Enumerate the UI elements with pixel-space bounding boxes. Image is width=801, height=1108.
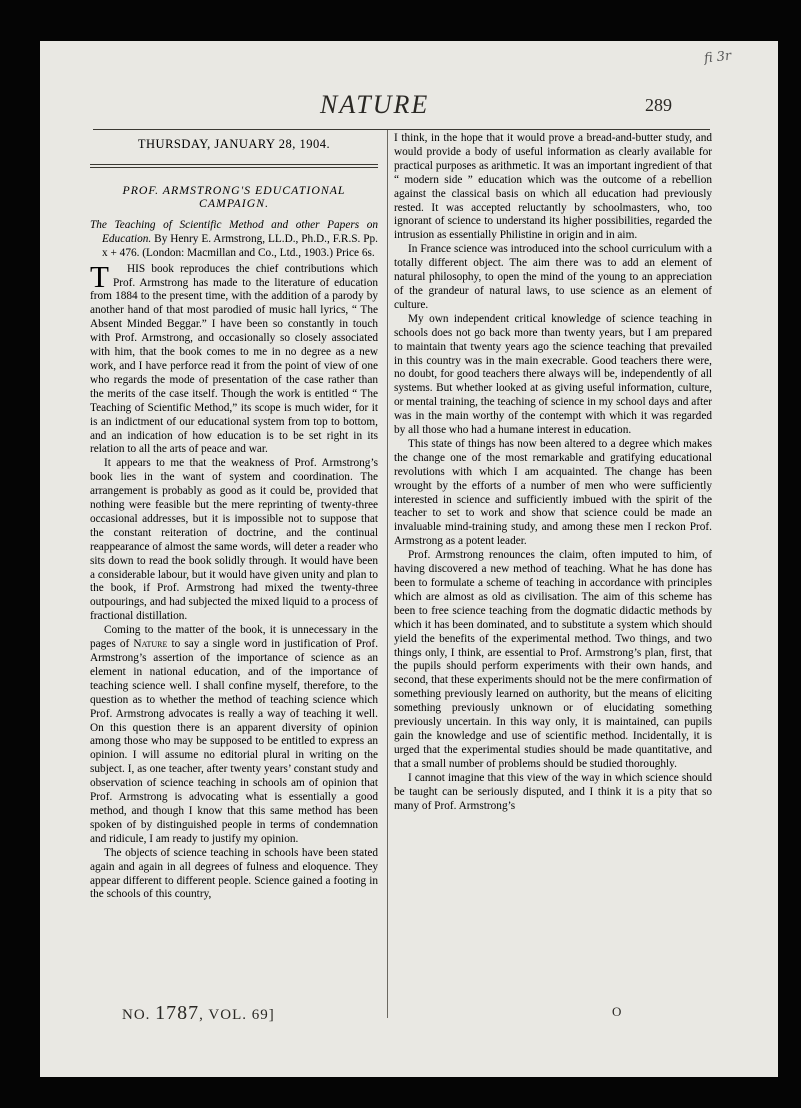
book-title: The Teaching of Scientific Method and other Papers on Education. (90, 218, 378, 245)
issue-footer: NO. 1787, VOL. 69] (122, 1002, 275, 1024)
paragraph: My own independent critical knowledge of science teaching in schools does not go back more than twenty years, but I am prepared to maintain that twenty years ago the science teaching that prevailed in this country was in the main execrable. Good teachers there were, no doubt, for good teachers there always will be, independently of all systems. But whether looked at as giving useful information, culture, or mental training, the teaching of science in my school days and after was in the main worthy of the contempt with which it was regarded by all those who had a humane interest in education. (394, 312, 712, 437)
paragraph: I think, in the hope that it would prove a bread-and-butter study, and would provide a body of useful information as clearly available for practical purposes as arithmetic. It was an important ingredient of that “ modern side ” education which was the outcome of a rebellion against the classical basis on which all education had previously rested. It was accepted reluctantly by schoolmasters, who, too ignorant of science to understand its higher possibilities, regarded the intrusion as essentially Philistine in origin and in aim. (394, 132, 712, 242)
column-divider (387, 130, 388, 1018)
handwritten-note: fi 3r (703, 48, 733, 67)
paragraph: It appears to me that the weakness of Prof. Armstrong’s book lies in the want of system and coordination. The arrangement is probably as good as it could be, provided that nothing were feasible but the mere reprinting of twenty-three occasional addresses, but it is impossible not to suppose that the constant reiteration of doctrine, and the continual reappearance of almost the same words, will deter a reader who sits down to read the book solidly through. It would have been a considerable labour, but it would have given unity and plan to the book, if Prof. Armstrong had mixed the twenty-three outpourings, and had subjected the mixed liquid to a process of fractional distillation. (90, 457, 378, 623)
book-details: By Henry E. Armstrong, LL.D., Ph.D., F.R.S. Pp. x + 476. (London: Macmillan and Co., Ltd., 1903.) Price 6s. (102, 232, 379, 259)
left-column (90, 132, 378, 902)
dateline-rule (90, 164, 378, 168)
journal-title: NATURE (320, 90, 430, 119)
paragraph: Prof. Armstrong renounces the claim, often imputed to him, of having discovered a new method of teaching. What he has done has been to formulate a scheme of teaching in accordance with principles which are almost as old as civilisation. The aim of this scheme has been to free science teaching from the dogmatic didactic methods by which it has been dominated, and to substitute a system which should yield the benefits of the experimental method. Two things, and two things only, I think, are essential to Prof. Armstrong’s plan, first, that the pupils should perform experiments with their own hands, and second, that these experiments should not be the mere confirmation of something previously learned on authority, but the means of eliciting something previously unknown or of elucidating something previously uncertain. In this way only, it is maintained, can pupils gain the knowledge and use of scientific method. Incidentally, it is urged that the experimental studies should be made quantitative, and that a small number of problems should be studied thoroughly. (394, 549, 712, 770)
article-title: PROF. ARMSTRONG'S EDUCATIONAL CAMPAIGN. (122, 182, 346, 211)
header-rule (93, 129, 710, 130)
paragraph: This state of things has now been altered to a degree which makes the change one of the most remarkable and gratifying educational revolutions with which I am acquainted. The change has been wrought by the efforts of a number of men who were sufficiently interested in science and sufficiently imbued with the spirit of the teacher to set to work and show that science could be made an invaluable mind-training study, and among these men I reckon Prof. Armstrong as a potent leader. (394, 437, 712, 548)
paragraph: The objects of science teaching in schools have been stated again and again in all degrees of fulness and eloquence. They appear different to different people. Science gained a footing in the schools of this country, (90, 846, 378, 901)
paragraph: I cannot imagine that this view of the way in which science should be taught can be seriously disputed, and I think it is a pity that so many of Prof. Armstrong’s (394, 771, 712, 812)
page-number: 289 (645, 95, 672, 115)
paragraph: Coming to the matter of the book, it is unnecessary in the pages of Nature to say a single word in justification of Prof. Armstrong’s assertion of the importance of science as an element in national education, and of the importance of teaching science well. I shall confine myself, therefore, to the question as to whether the method of teaching science which Prof. Armstrong advocates is really a way of teaching it well. On this question there is an apparent diversity of opinion among those who may be supposed to be entitled to express an opinion. I will assume no editorial plural in writing on the subject. I, as one teacher, after twenty years’ constant study and observation of science teaching in schools am of opinion that Prof. Armstrong is advocating what is essentially a good method, and though I know that this same method has been spoken of by distinguished people in terms of condemnation and ridicule, I am ready to justify my opinion. (90, 624, 379, 845)
paragraph: T HIS book reproduces the chief contributions which Prof. Armstrong has made to the literature of education from 1884 to the present time, with the addition of a parody by another hand of that most parodied of music hall lyrics, “ The Absent Minded Beggar.” I have been so constantly in touch with Prof. Armstrong, and occasionally so closely associated with him, that the book comes to me in no degree as a new work, and I have perforce read it from the point of view of one who regards the mode of presentation of the case rather than the merits of the case itself. Though the work is entitled “ The Teaching of Scientific Method,” its scope is much wider, for it is an indictment of our educational system from top to bottom, and an indication of how education is to be set right in its relation to all the arts of peace and war. (90, 263, 378, 458)
book-reference (90, 219, 378, 261)
volume: , VOL. 69] (199, 1007, 275, 1023)
dateline: THURSDAY, JANUARY 28, 1904. (137, 137, 331, 151)
signature-mark: O (612, 1004, 622, 1019)
nature-smallcaps: Nature (133, 638, 168, 651)
right-column (394, 132, 712, 813)
drop-cap: T (90, 258, 109, 294)
paragraph: In France science was introduced into the school curriculum with a totally different object. The aim there was to add an element of natural philosophy, to open the mind of the young to an appreciation of the grandeur of natural laws, to use science as an element of culture. (394, 243, 712, 311)
issue-number: 1787 (155, 1002, 200, 1024)
